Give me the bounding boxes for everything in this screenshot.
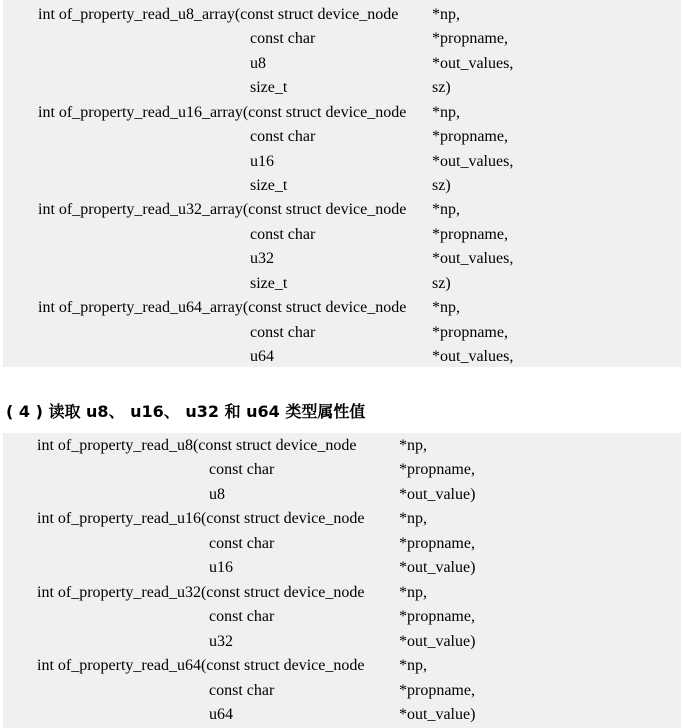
- code-line: [3, 556, 681, 580]
- code-line: [3, 198, 681, 222]
- code-line: [3, 679, 681, 703]
- code-param-type: u64: [209, 705, 233, 723]
- code-line: [3, 101, 681, 125]
- section-heading: ( 4 ) 读取 u8、 u16、 u32 和 u64 类型属性值: [6, 402, 366, 421]
- code-line: [3, 296, 681, 320]
- code-param-type: const char: [209, 534, 275, 552]
- code-signature: int of_property_read_u16(const struct device_node: [37, 510, 365, 528]
- code-param-name: *out_value): [399, 632, 476, 650]
- code-param-name: *np,: [432, 299, 460, 317]
- code-signature: int of_property_read_u8(const struct device_node: [37, 437, 357, 454]
- code-param-type: size_t: [250, 274, 288, 292]
- code-line: [3, 483, 681, 507]
- code-line: [3, 581, 681, 605]
- code-param-type: const char: [209, 608, 275, 626]
- code-signature: int of_property_read_u8_array(const struct device_node: [38, 6, 399, 23]
- code-param-name: *propname,: [432, 323, 508, 341]
- code-block-array-functions: [3, 0, 681, 367]
- code-param-type: const char: [250, 225, 316, 243]
- code-line: [3, 532, 681, 556]
- code-signature: int of_property_read_u16_array(const struct device_node: [38, 103, 407, 121]
- code-line: [3, 52, 681, 76]
- code-param-name: *propname,: [399, 461, 475, 479]
- code-param-type: const char: [250, 30, 316, 48]
- code-param-name: sz): [432, 79, 451, 97]
- code-param-type: u8: [250, 54, 266, 72]
- code-param-name: *np,: [399, 583, 427, 601]
- code-param-name: *propname,: [432, 128, 508, 146]
- code-line: [3, 630, 681, 654]
- code-line: [3, 654, 681, 678]
- code-param-name: *np,: [399, 437, 427, 454]
- code-param-name: *out_values,: [432, 348, 514, 366]
- code-signature: int of_property_read_u32_array(const struct device_node: [38, 201, 407, 219]
- code-line: [3, 27, 681, 51]
- code-param-type: u32: [250, 250, 274, 268]
- code-param-name: *propname,: [399, 608, 475, 626]
- code-param-name: *propname,: [432, 30, 508, 48]
- code-param-type: const char: [250, 323, 316, 341]
- code-line: [3, 321, 681, 345]
- code-param-name: *np,: [399, 510, 427, 528]
- code-signature: int of_property_read_u64(const struct device_node: [37, 657, 365, 675]
- code-line: [3, 703, 681, 727]
- code-param-type: u16: [250, 152, 274, 170]
- code-line: [3, 345, 681, 369]
- code-param-name: *out_value): [399, 485, 476, 503]
- code-param-type: u32: [209, 632, 233, 650]
- code-param-name: sz): [432, 177, 451, 194]
- code-param-name: *out_value): [399, 705, 476, 723]
- code-line: [3, 272, 681, 296]
- code-line: [3, 605, 681, 629]
- code-line: [3, 150, 681, 174]
- code-signature: int of_property_read_u64_array(const struct device_node: [38, 299, 407, 317]
- code-param-name: *out_values,: [432, 250, 514, 268]
- code-line: [3, 458, 681, 482]
- code-signature: int of_property_read_u32(const struct device_node: [37, 583, 365, 601]
- code-param-name: *np,: [432, 6, 460, 23]
- code-line: [3, 507, 681, 531]
- code-param-name: *np,: [432, 103, 460, 121]
- code-param-type: const char: [209, 681, 275, 699]
- code-line: [3, 434, 681, 458]
- code-param-name: *out_values,: [432, 54, 514, 72]
- code-line: [3, 76, 681, 100]
- code-line: [3, 3, 681, 27]
- code-param-name: *propname,: [399, 681, 475, 699]
- code-param-name: sz): [432, 274, 451, 292]
- code-line: [3, 125, 681, 149]
- code-param-type: size_t: [250, 79, 288, 97]
- code-param-name: *out_values,: [432, 152, 514, 170]
- code-line: [3, 223, 681, 247]
- code-param-name: *np,: [399, 657, 427, 675]
- code-param-type: u64: [250, 348, 274, 366]
- code-param-type: u16: [209, 559, 233, 577]
- code-block-value-functions: [3, 433, 681, 728]
- code-param-type: u8: [209, 485, 225, 503]
- code-param-type: const char: [209, 461, 275, 479]
- code-param-name: *np,: [432, 201, 460, 219]
- code-param-name: *out_value): [399, 559, 476, 577]
- code-param-name: *propname,: [399, 534, 475, 552]
- code-param-name: *propname,: [432, 225, 508, 243]
- code-line: [3, 174, 681, 198]
- code-param-type: const char: [250, 128, 316, 146]
- code-line: [3, 247, 681, 271]
- code-param-type: size_t: [250, 177, 288, 194]
